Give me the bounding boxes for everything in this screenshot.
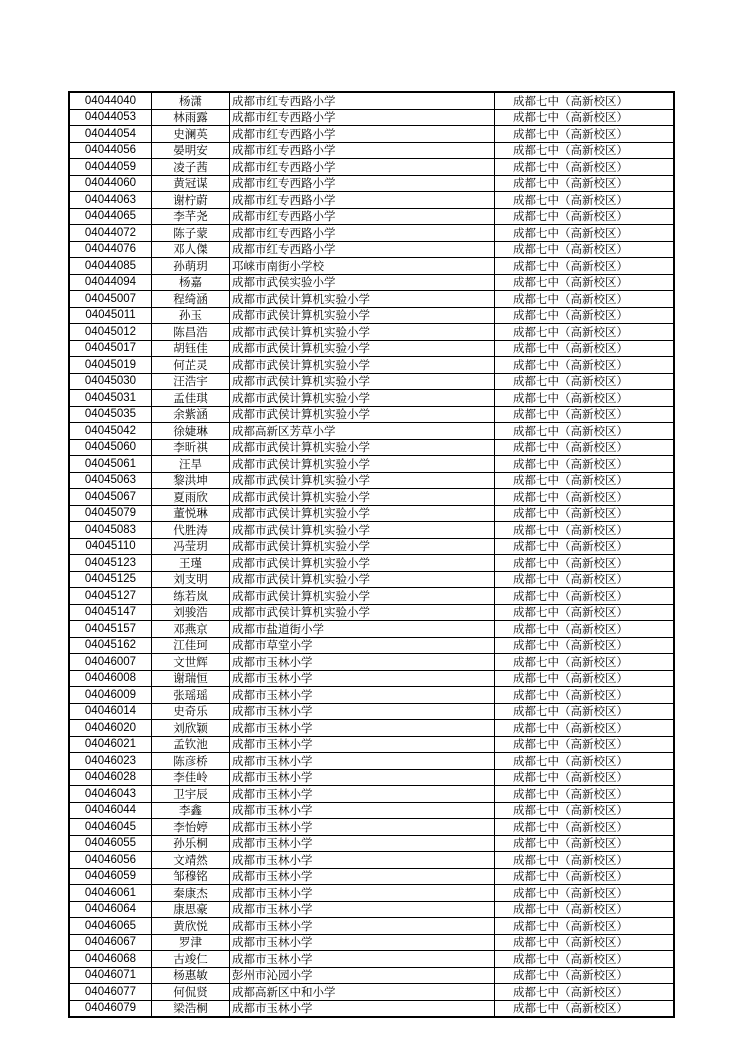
primary-school-cell: 成都市红专西路小学 xyxy=(230,175,495,192)
student-name-cell: 秦康杰 xyxy=(152,885,230,902)
table-row xyxy=(69,373,674,390)
student-id-cell: 04044060 xyxy=(69,175,152,192)
student-id-cell: 04045147 xyxy=(69,604,152,621)
primary-school-cell: 成都市玉林小学 xyxy=(230,786,495,803)
student-name-cell: 张瑶瑶 xyxy=(152,687,230,704)
student-name-cell: 孟佳琪 xyxy=(152,390,230,407)
student-name-cell: 李昕祺 xyxy=(152,439,230,456)
primary-school-cell: 成都市玉林小学 xyxy=(230,918,495,935)
student-id-cell: 04044054 xyxy=(69,126,152,143)
student-id-cell: 04046009 xyxy=(69,687,152,704)
admission-table xyxy=(68,91,675,1018)
student-name-cell: 杨惠敏 xyxy=(152,967,230,984)
student-name-cell: 晏明安 xyxy=(152,142,230,159)
table-row xyxy=(69,918,674,935)
admitted-school-cell: 成都七中（高新校区） xyxy=(495,390,675,407)
admitted-school-cell: 成都七中（高新校区） xyxy=(495,159,675,176)
student-name-cell: 谢瑞恒 xyxy=(152,670,230,687)
table-row xyxy=(69,142,674,159)
student-name-cell: 何侃贤 xyxy=(152,984,230,1001)
admitted-school-cell: 成都七中（高新校区） xyxy=(495,192,675,209)
primary-school-cell: 成都市武侯计算机实验小学 xyxy=(230,439,495,456)
student-id-cell: 04045060 xyxy=(69,439,152,456)
student-name-cell: 文世辉 xyxy=(152,654,230,671)
student-id-cell: 04046061 xyxy=(69,885,152,902)
student-id-cell: 04044094 xyxy=(69,274,152,291)
admitted-school-cell: 成都七中（高新校区） xyxy=(495,357,675,374)
student-id-cell: 04044076 xyxy=(69,241,152,258)
admitted-school-cell: 成都七中（高新校区） xyxy=(495,769,675,786)
student-name-cell: 练若岚 xyxy=(152,588,230,605)
student-name-cell: 史澜英 xyxy=(152,126,230,143)
table-row xyxy=(69,456,674,473)
primary-school-cell: 成都市玉林小学 xyxy=(230,703,495,720)
admitted-school-cell: 成都七中（高新校区） xyxy=(495,324,675,341)
admission-table-body xyxy=(69,92,674,1017)
table-row xyxy=(69,357,674,374)
table-row xyxy=(69,819,674,836)
table-row xyxy=(69,472,674,489)
admitted-school-cell: 成都七中（高新校区） xyxy=(495,786,675,803)
primary-school-cell: 成都市红专西路小学 xyxy=(230,92,495,109)
admitted-school-cell: 成都七中（高新校区） xyxy=(495,951,675,968)
admitted-school-cell: 成都七中（高新校区） xyxy=(495,670,675,687)
admitted-school-cell: 成都七中（高新校区） xyxy=(495,1000,675,1017)
primary-school-cell: 成都市红专西路小学 xyxy=(230,241,495,258)
table-row xyxy=(69,637,674,654)
student-name-cell: 杨潇 xyxy=(152,92,230,109)
student-name-cell: 黄欣悦 xyxy=(152,918,230,935)
admitted-school-cell: 成都七中（高新校区） xyxy=(495,571,675,588)
student-id-cell: 04045031 xyxy=(69,390,152,407)
admitted-school-cell: 成都七中（高新校区） xyxy=(495,604,675,621)
student-name-cell: 代胜涛 xyxy=(152,522,230,539)
table-row xyxy=(69,274,674,291)
student-name-cell: 徐婕琳 xyxy=(152,423,230,440)
student-id-cell: 04044040 xyxy=(69,92,152,109)
table-row xyxy=(69,291,674,308)
student-name-cell: 汪旱 xyxy=(152,456,230,473)
admitted-school-cell: 成都七中（高新校区） xyxy=(495,92,675,109)
admitted-school-cell: 成都七中（高新校区） xyxy=(495,538,675,555)
table-row xyxy=(69,786,674,803)
student-name-cell: 汪浩宇 xyxy=(152,373,230,390)
student-id-cell: 04046021 xyxy=(69,736,152,753)
student-name-cell: 史奇乐 xyxy=(152,703,230,720)
table-row xyxy=(69,340,674,357)
table-row xyxy=(69,720,674,737)
primary-school-cell: 成都市红专西路小学 xyxy=(230,208,495,225)
primary-school-cell: 成都市武侯计算机实验小学 xyxy=(230,456,495,473)
student-name-cell: 余紫涵 xyxy=(152,406,230,423)
student-id-cell: 04045083 xyxy=(69,522,152,539)
primary-school-cell: 成都市玉林小学 xyxy=(230,819,495,836)
table-row xyxy=(69,439,674,456)
student-id-cell: 04044085 xyxy=(69,258,152,275)
student-id-cell: 04045063 xyxy=(69,472,152,489)
student-name-cell: 江佳珂 xyxy=(152,637,230,654)
student-id-cell: 04045035 xyxy=(69,406,152,423)
table-row xyxy=(69,406,674,423)
primary-school-cell: 成都市武侯计算机实验小学 xyxy=(230,324,495,341)
admitted-school-cell: 成都七中（高新校区） xyxy=(495,967,675,984)
primary-school-cell: 成都高新区芳草小学 xyxy=(230,423,495,440)
primary-school-cell: 成都市玉林小学 xyxy=(230,951,495,968)
student-id-cell: 04046023 xyxy=(69,753,152,770)
primary-school-cell: 成都市武侯计算机实验小学 xyxy=(230,373,495,390)
student-id-cell: 04045079 xyxy=(69,505,152,522)
table-row xyxy=(69,984,674,1001)
admitted-school-cell: 成都七中（高新校区） xyxy=(495,703,675,720)
admitted-school-cell: 成都七中（高新校区） xyxy=(495,720,675,737)
admitted-school-cell: 成都七中（高新校区） xyxy=(495,868,675,885)
admitted-school-cell: 成都七中（高新校区） xyxy=(495,522,675,539)
student-id-cell: 04046071 xyxy=(69,967,152,984)
student-name-cell: 董悦琳 xyxy=(152,505,230,522)
primary-school-cell: 成都市玉林小学 xyxy=(230,901,495,918)
student-name-cell: 古竣仁 xyxy=(152,951,230,968)
admitted-school-cell: 成都七中（高新校区） xyxy=(495,291,675,308)
primary-school-cell: 成都市红专西路小学 xyxy=(230,225,495,242)
student-name-cell: 邹穆铭 xyxy=(152,868,230,885)
table-row xyxy=(69,241,674,258)
admitted-school-cell: 成都七中（高新校区） xyxy=(495,456,675,473)
student-name-cell: 邓燕京 xyxy=(152,621,230,638)
primary-school-cell: 成都市玉林小学 xyxy=(230,687,495,704)
student-id-cell: 04045067 xyxy=(69,489,152,506)
primary-school-cell: 成都市玉林小学 xyxy=(230,934,495,951)
primary-school-cell: 彭州市沁园小学 xyxy=(230,967,495,984)
table-row xyxy=(69,753,674,770)
student-name-cell: 李芊尧 xyxy=(152,208,230,225)
admitted-school-cell: 成都七中（高新校区） xyxy=(495,736,675,753)
primary-school-cell: 成都高新区中和小学 xyxy=(230,984,495,1001)
admitted-school-cell: 成都七中（高新校区） xyxy=(495,423,675,440)
student-name-cell: 邓人傑 xyxy=(152,241,230,258)
primary-school-cell: 成都市武侯计算机实验小学 xyxy=(230,522,495,539)
table-row xyxy=(69,802,674,819)
table-row xyxy=(69,852,674,869)
student-name-cell: 程绮涵 xyxy=(152,291,230,308)
student-name-cell: 刘欣颖 xyxy=(152,720,230,737)
student-name-cell: 李鑫 xyxy=(152,802,230,819)
student-id-cell: 04045127 xyxy=(69,588,152,605)
student-id-cell: 04046079 xyxy=(69,1000,152,1017)
student-name-cell: 孙萌玥 xyxy=(152,258,230,275)
table-row xyxy=(69,571,674,588)
student-id-cell: 04045125 xyxy=(69,571,152,588)
table-row xyxy=(69,654,674,671)
table-row xyxy=(69,621,674,638)
student-id-cell: 04044059 xyxy=(69,159,152,176)
primary-school-cell: 成都市红专西路小学 xyxy=(230,109,495,126)
admitted-school-cell: 成都七中（高新校区） xyxy=(495,621,675,638)
student-id-cell: 04046077 xyxy=(69,984,152,1001)
primary-school-cell: 成都市武侯计算机实验小学 xyxy=(230,588,495,605)
student-id-cell: 04045030 xyxy=(69,373,152,390)
student-id-cell: 04046008 xyxy=(69,670,152,687)
student-id-cell: 04046055 xyxy=(69,835,152,852)
primary-school-cell: 成都市玉林小学 xyxy=(230,769,495,786)
table-row xyxy=(69,92,674,109)
student-id-cell: 04044056 xyxy=(69,142,152,159)
student-name-cell: 何芷灵 xyxy=(152,357,230,374)
admitted-school-cell: 成都七中（高新校区） xyxy=(495,406,675,423)
student-name-cell: 王瑾 xyxy=(152,555,230,572)
primary-school-cell: 成都市武侯计算机实验小学 xyxy=(230,604,495,621)
admitted-school-cell: 成都七中（高新校区） xyxy=(495,241,675,258)
admitted-school-cell: 成都七中（高新校区） xyxy=(495,225,675,242)
table-row xyxy=(69,423,674,440)
student-id-cell: 04046044 xyxy=(69,802,152,819)
table-row xyxy=(69,505,674,522)
student-id-cell: 04044072 xyxy=(69,225,152,242)
table-row xyxy=(69,258,674,275)
table-row xyxy=(69,175,674,192)
student-id-cell: 04046007 xyxy=(69,654,152,671)
admitted-school-cell: 成都七中（高新校区） xyxy=(495,588,675,605)
admitted-school-cell: 成都七中（高新校区） xyxy=(495,687,675,704)
table-row xyxy=(69,109,674,126)
table-row xyxy=(69,555,674,572)
student-id-cell: 04046043 xyxy=(69,786,152,803)
admitted-school-cell: 成都七中（高新校区） xyxy=(495,654,675,671)
table-row xyxy=(69,868,674,885)
table-row xyxy=(69,225,674,242)
student-name-cell: 罗津 xyxy=(152,934,230,951)
table-row xyxy=(69,522,674,539)
student-name-cell: 刘支明 xyxy=(152,571,230,588)
admitted-school-cell: 成都七中（高新校区） xyxy=(495,258,675,275)
student-name-cell: 卫宇辰 xyxy=(152,786,230,803)
table-row xyxy=(69,670,674,687)
primary-school-cell: 成都市草堂小学 xyxy=(230,637,495,654)
admitted-school-cell: 成都七中（高新校区） xyxy=(495,835,675,852)
student-name-cell: 李佳岭 xyxy=(152,769,230,786)
table-row xyxy=(69,885,674,902)
primary-school-cell: 成都市玉林小学 xyxy=(230,802,495,819)
student-id-cell: 04046064 xyxy=(69,901,152,918)
student-name-cell: 林雨露 xyxy=(152,109,230,126)
admitted-school-cell: 成都七中（高新校区） xyxy=(495,307,675,324)
student-id-cell: 04046014 xyxy=(69,703,152,720)
student-id-cell: 04045007 xyxy=(69,291,152,308)
table-row xyxy=(69,307,674,324)
table-row xyxy=(69,703,674,720)
primary-school-cell: 成都市玉林小学 xyxy=(230,670,495,687)
admitted-school-cell: 成都七中（高新校区） xyxy=(495,142,675,159)
primary-school-cell: 成都市武侯计算机实验小学 xyxy=(230,505,495,522)
admitted-school-cell: 成都七中（高新校区） xyxy=(495,753,675,770)
student-id-cell: 04045019 xyxy=(69,357,152,374)
student-name-cell: 李怡婷 xyxy=(152,819,230,836)
primary-school-cell: 成都市武侯计算机实验小学 xyxy=(230,357,495,374)
primary-school-cell: 成都市玉林小学 xyxy=(230,720,495,737)
primary-school-cell: 成都市武侯计算机实验小学 xyxy=(230,340,495,357)
student-name-cell: 梁浩桐 xyxy=(152,1000,230,1017)
primary-school-cell: 成都市武侯计算机实验小学 xyxy=(230,390,495,407)
admitted-school-cell: 成都七中（高新校区） xyxy=(495,472,675,489)
table-row xyxy=(69,192,674,209)
table-row xyxy=(69,324,674,341)
admitted-school-cell: 成都七中（高新校区） xyxy=(495,505,675,522)
student-id-cell: 04046028 xyxy=(69,769,152,786)
primary-school-cell: 成都市武侯计算机实验小学 xyxy=(230,472,495,489)
student-name-cell: 孟钦池 xyxy=(152,736,230,753)
primary-school-cell: 成都市红专西路小学 xyxy=(230,159,495,176)
admitted-school-cell: 成都七中（高新校区） xyxy=(495,901,675,918)
primary-school-cell: 邛崃市南街小学校 xyxy=(230,258,495,275)
student-id-cell: 04045011 xyxy=(69,307,152,324)
primary-school-cell: 成都市玉林小学 xyxy=(230,835,495,852)
admitted-school-cell: 成都七中（高新校区） xyxy=(495,819,675,836)
student-id-cell: 04045017 xyxy=(69,340,152,357)
student-id-cell: 04046067 xyxy=(69,934,152,951)
admitted-school-cell: 成都七中（高新校区） xyxy=(495,274,675,291)
primary-school-cell: 成都市玉林小学 xyxy=(230,868,495,885)
student-name-cell: 黎洪坤 xyxy=(152,472,230,489)
student-id-cell: 04045042 xyxy=(69,423,152,440)
admitted-school-cell: 成都七中（高新校区） xyxy=(495,852,675,869)
primary-school-cell: 成都市武侯计算机实验小学 xyxy=(230,489,495,506)
table-row xyxy=(69,967,674,984)
admitted-school-cell: 成都七中（高新校区） xyxy=(495,439,675,456)
primary-school-cell: 成都市玉林小学 xyxy=(230,852,495,869)
student-id-cell: 04046056 xyxy=(69,852,152,869)
student-name-cell: 陈彦桥 xyxy=(152,753,230,770)
table-row xyxy=(69,1000,674,1017)
student-name-cell: 文靖然 xyxy=(152,852,230,869)
primary-school-cell: 成都市武侯计算机实验小学 xyxy=(230,406,495,423)
primary-school-cell: 成都市玉林小学 xyxy=(230,885,495,902)
student-name-cell: 冯莹玥 xyxy=(152,538,230,555)
admitted-school-cell: 成都七中（高新校区） xyxy=(495,802,675,819)
admitted-school-cell: 成都七中（高新校区） xyxy=(495,126,675,143)
table-row xyxy=(69,390,674,407)
table-row xyxy=(69,736,674,753)
table-row xyxy=(69,687,674,704)
student-id-cell: 04045110 xyxy=(69,538,152,555)
primary-school-cell: 成都市玉林小学 xyxy=(230,753,495,770)
admitted-school-cell: 成都七中（高新校区） xyxy=(495,984,675,1001)
primary-school-cell: 成都市玉林小学 xyxy=(230,654,495,671)
student-name-cell: 刘骏浩 xyxy=(152,604,230,621)
table-row xyxy=(69,489,674,506)
table-row xyxy=(69,126,674,143)
student-name-cell: 杨嘉 xyxy=(152,274,230,291)
table-row xyxy=(69,934,674,951)
primary-school-cell: 成都市红专西路小学 xyxy=(230,126,495,143)
admitted-school-cell: 成都七中（高新校区） xyxy=(495,109,675,126)
primary-school-cell: 成都市武侯计算机实验小学 xyxy=(230,538,495,555)
student-id-cell: 04046020 xyxy=(69,720,152,737)
student-id-cell: 04044053 xyxy=(69,109,152,126)
table-row xyxy=(69,538,674,555)
primary-school-cell: 成都市武侯计算机实验小学 xyxy=(230,307,495,324)
admitted-school-cell: 成都七中（高新校区） xyxy=(495,175,675,192)
student-name-cell: 孙乐桐 xyxy=(152,835,230,852)
admitted-school-cell: 成都七中（高新校区） xyxy=(495,373,675,390)
table-row xyxy=(69,604,674,621)
student-id-cell: 04045123 xyxy=(69,555,152,572)
student-id-cell: 04046059 xyxy=(69,868,152,885)
student-name-cell: 胡钰佳 xyxy=(152,340,230,357)
primary-school-cell: 成都市玉林小学 xyxy=(230,1000,495,1017)
student-id-cell: 04046068 xyxy=(69,951,152,968)
student-name-cell: 凌子茜 xyxy=(152,159,230,176)
student-id-cell: 04046065 xyxy=(69,918,152,935)
student-name-cell: 谢柠蔚 xyxy=(152,192,230,209)
student-id-cell: 04045162 xyxy=(69,637,152,654)
table-row xyxy=(69,769,674,786)
admitted-school-cell: 成都七中（高新校区） xyxy=(495,637,675,654)
table-row xyxy=(69,588,674,605)
primary-school-cell: 成都市武侯计算机实验小学 xyxy=(230,291,495,308)
primary-school-cell: 成都市红专西路小学 xyxy=(230,192,495,209)
student-name-cell: 夏雨欣 xyxy=(152,489,230,506)
student-id-cell: 04046045 xyxy=(69,819,152,836)
table-row xyxy=(69,835,674,852)
student-name-cell: 陈昌浩 xyxy=(152,324,230,341)
primary-school-cell: 成都市武侯实验小学 xyxy=(230,274,495,291)
student-id-cell: 04045012 xyxy=(69,324,152,341)
primary-school-cell: 成都市武侯计算机实验小学 xyxy=(230,555,495,572)
table-row xyxy=(69,951,674,968)
primary-school-cell: 成都市武侯计算机实验小学 xyxy=(230,571,495,588)
primary-school-cell: 成都市玉林小学 xyxy=(230,736,495,753)
table-row xyxy=(69,901,674,918)
student-name-cell: 陈子蒙 xyxy=(152,225,230,242)
table-row xyxy=(69,159,674,176)
admitted-school-cell: 成都七中（高新校区） xyxy=(495,208,675,225)
student-id-cell: 04045157 xyxy=(69,621,152,638)
admitted-school-cell: 成都七中（高新校区） xyxy=(495,918,675,935)
student-name-cell: 康思豪 xyxy=(152,901,230,918)
student-id-cell: 04044063 xyxy=(69,192,152,209)
table-row xyxy=(69,208,674,225)
primary-school-cell: 成都市红专西路小学 xyxy=(230,142,495,159)
primary-school-cell: 成都市盐道街小学 xyxy=(230,621,495,638)
admitted-school-cell: 成都七中（高新校区） xyxy=(495,555,675,572)
student-id-cell: 04045061 xyxy=(69,456,152,473)
student-name-cell: 孙玉 xyxy=(152,307,230,324)
admitted-school-cell: 成都七中（高新校区） xyxy=(495,934,675,951)
student-name-cell: 黄冠谋 xyxy=(152,175,230,192)
admitted-school-cell: 成都七中（高新校区） xyxy=(495,885,675,902)
student-id-cell: 04044065 xyxy=(69,208,152,225)
admitted-school-cell: 成都七中（高新校区） xyxy=(495,340,675,357)
admitted-school-cell: 成都七中（高新校区） xyxy=(495,489,675,506)
